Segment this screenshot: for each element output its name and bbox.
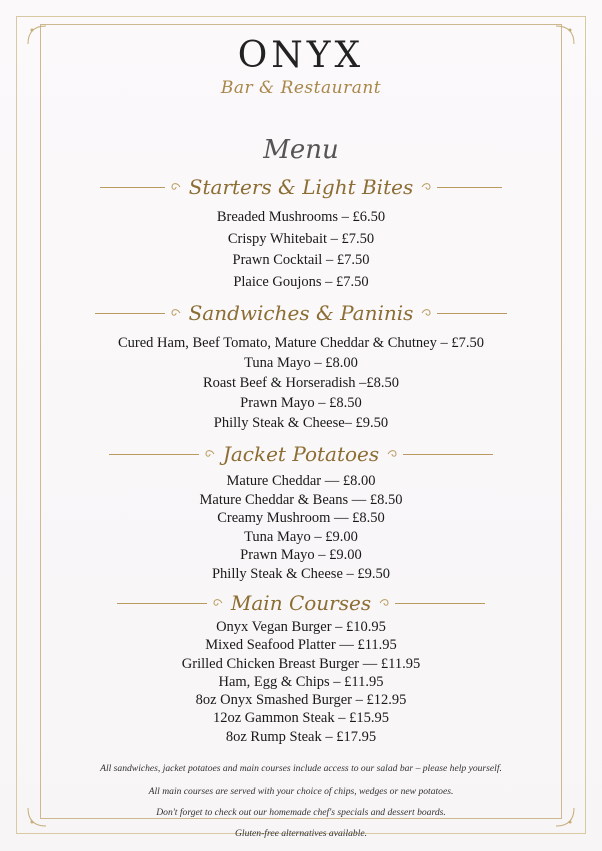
divider-right bbox=[395, 603, 485, 604]
footer-notes bbox=[0, 762, 602, 841]
swirl-icon bbox=[169, 181, 181, 193]
menu-item: Prawn Mayo – £8.50 bbox=[240, 395, 362, 411]
section-items-sandwiches bbox=[0, 333, 602, 433]
menu-item: Mature Cheddar — £8.00 bbox=[226, 473, 376, 489]
menu-item: 8oz Onyx Smashed Burger – £12.95 bbox=[195, 692, 407, 709]
section-header-starters bbox=[0, 172, 602, 202]
menu-item: Prawn Mayo – £9.00 bbox=[240, 547, 362, 563]
brand-subtitle: Bar & Restaurant bbox=[220, 78, 382, 98]
swirl-icon bbox=[421, 307, 433, 319]
swirl-icon bbox=[169, 307, 181, 319]
section-title: Jacket Potatoes bbox=[222, 442, 380, 466]
menu-item: Prawn Cocktail – £7.50 bbox=[232, 252, 370, 268]
menu-item: Roast Beef & Horseradish –£8.50 bbox=[202, 375, 400, 391]
note-gluten-free: Gluten-free alternatives available. bbox=[234, 828, 368, 839]
divider-right bbox=[437, 313, 507, 314]
section-header-jacket-potatoes bbox=[0, 439, 602, 469]
note-sides: All main courses are served with your choice of chips, wedges or new potatoes. bbox=[148, 786, 454, 797]
menu-item: Philly Steak & Cheese– £9.50 bbox=[213, 415, 389, 431]
menu-item: 12oz Gammon Steak – £15.95 bbox=[213, 710, 389, 727]
menu-item: Philly Steak & Cheese – £9.50 bbox=[211, 565, 390, 582]
brand-logo: ONYX bbox=[237, 35, 365, 76]
menu-title: Menu bbox=[263, 135, 339, 165]
section-items-starters bbox=[0, 207, 602, 293]
section-title: Starters & Light Bites bbox=[188, 175, 414, 199]
swirl-icon bbox=[387, 448, 399, 460]
menu-item: 8oz Rump Steak – £17.95 bbox=[225, 728, 377, 745]
divider-right bbox=[403, 454, 493, 455]
menu-item: Mature Cheddar & Beans — £8.50 bbox=[199, 491, 403, 508]
menu-item: Grilled Chicken Breast Burger — £11.95 bbox=[181, 655, 421, 672]
section-title: Main Courses bbox=[230, 591, 372, 615]
section-title: Sandwiches & Paninis bbox=[188, 301, 414, 325]
menu-item: Mixed Seafood Platter — £11.95 bbox=[205, 637, 397, 654]
menu-item: Creamy Mushroom — £8.50 bbox=[217, 510, 385, 526]
menu-item: Tuna Mayo – £8.00 bbox=[244, 355, 358, 371]
divider-left bbox=[117, 603, 207, 604]
section-header-main-courses bbox=[0, 588, 602, 618]
divider-right bbox=[437, 187, 502, 188]
note-specials: Don't forget to check out our homemade chef's specials and dessert boards. bbox=[156, 807, 446, 818]
menu-item: Onyx Vegan Burger – £10.95 bbox=[216, 619, 386, 635]
menu-item: Cured Ham, Beef Tomato, Mature Cheddar & Chutney – £7.50 bbox=[118, 335, 484, 351]
section-items-jacket-potatoes bbox=[0, 472, 602, 583]
divider-left bbox=[95, 313, 165, 314]
swirl-icon bbox=[379, 597, 391, 609]
menu-item: Ham, Egg & Chips – £11.95 bbox=[218, 673, 384, 690]
menu-item: Tuna Mayo – £9.00 bbox=[244, 528, 358, 545]
divider-left bbox=[109, 454, 199, 455]
menu-item: Plaice Goujons – £7.50 bbox=[233, 273, 369, 290]
swirl-icon bbox=[421, 181, 433, 193]
menu-item: Breaded Mushrooms – £6.50 bbox=[216, 209, 386, 225]
section-header-sandwiches bbox=[0, 298, 602, 328]
swirl-icon bbox=[211, 597, 223, 609]
section-items-main-courses bbox=[0, 618, 602, 746]
swirl-icon bbox=[203, 448, 215, 460]
menu-item: Crispy Whitebait – £7.50 bbox=[227, 230, 375, 247]
divider-left bbox=[100, 187, 165, 188]
note-salad-bar: All sandwiches, jacket potatoes and main courses include access to our salad bar – please help yourself. bbox=[100, 763, 502, 774]
